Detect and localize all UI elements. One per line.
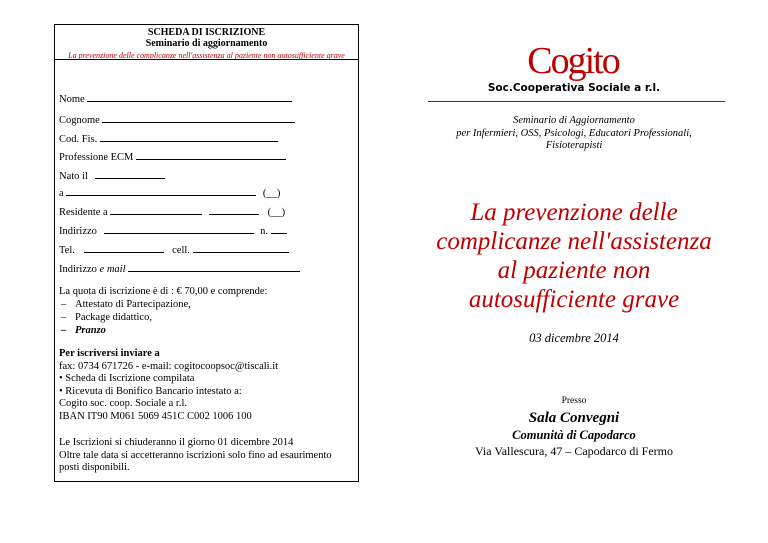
field-nato: [59, 169, 165, 182]
closing-line1: Le Iscrizioni si chiuderanno il giorno 01 dicembre 2014: [59, 437, 294, 448]
field-nato-line[interactable]: [95, 169, 165, 179]
field-tel-line[interactable]: [84, 243, 164, 253]
field-residente: [59, 205, 285, 218]
field-residente-line[interactable]: [110, 205, 202, 215]
field-cognome: [59, 113, 295, 126]
quota-section: [59, 285, 267, 337]
send-recipient: Cogito soc. coop. Sociale a r.l.: [59, 398, 188, 409]
field-nome: [59, 92, 292, 105]
title-line2: complicanze nell'assistenza: [436, 228, 712, 255]
venue-name: Sala Convegni: [528, 410, 620, 426]
seminar-description: [414, 115, 734, 153]
field-tel: [59, 243, 289, 256]
form-subtitle: Seminario di aggiornamento: [145, 38, 268, 49]
field-residente-label: Residente a: [59, 207, 108, 218]
closing-line2: Oltre tale data si accetteranno iscrizioni solo fino ad esaurimento posti disponibili.: [59, 449, 332, 473]
field-residente-line2[interactable]: [209, 205, 259, 215]
field-cell-line[interactable]: [193, 243, 289, 253]
venue-address: Via Vallescura, 47 – Capodarco di Fermo: [474, 444, 673, 458]
cogito-logo-text: Cogito: [527, 40, 619, 81]
field-numero-label: n.: [260, 226, 269, 237]
field-professione-line[interactable]: [136, 150, 286, 160]
brochure-panel: [414, 24, 734, 494]
registration-form: [54, 24, 359, 482]
form-title: SCHEDA DI ISCRIZIONE: [147, 27, 266, 38]
cogito-logo: [523, 37, 623, 81]
field-email-line[interactable]: [128, 262, 300, 272]
field-cognome-label: Cognome: [59, 115, 100, 126]
title-line4: autosufficiente grave: [468, 286, 680, 313]
quota-item-attestato: – Attestato di Partecipazione,: [59, 298, 267, 311]
organization-name: Soc.Cooperativa Sociale a r.l.: [487, 82, 661, 94]
quota-text: La quota di iscrizione è di : € 70,00 e comprende:: [59, 286, 268, 297]
field-codfis-label: Cod. Fis.: [59, 134, 98, 145]
presso-label: Presso: [561, 396, 587, 406]
divider: [428, 101, 725, 102]
field-indirizzo: [59, 224, 287, 237]
seminar-title: [414, 198, 734, 314]
seminar-line1: Seminario di Aggiornamento: [513, 115, 635, 126]
field-cognome-line[interactable]: [102, 113, 295, 123]
send-item-ricevuta: • Ricevuta di Bonifico Bancario intestato a:: [59, 385, 242, 397]
field-professione-label: Professione ECM: [59, 152, 134, 163]
field-luogo-prov: (__): [262, 188, 281, 199]
quota-item-pranzo: – Pranzo: [59, 324, 267, 337]
send-contact: fax: 0734 671726 - e-mail: cogitocoopsoc@tiscali.it: [59, 360, 279, 372]
title-line3: al paziente non: [497, 257, 651, 284]
send-title: Per iscriversi inviare a: [59, 348, 160, 359]
field-nato-label: Nato il: [59, 171, 88, 182]
form-header: [54, 24, 359, 60]
send-iban: IBAN IT90 M061 5069 451C C002 1006 100: [59, 410, 252, 422]
field-tel-label: Tel.: [59, 245, 75, 256]
closing-section: [59, 437, 354, 475]
field-cell-label: cell.: [172, 245, 190, 256]
seminar-line3: Fisioterapisti: [545, 140, 603, 151]
field-numero-line[interactable]: [271, 224, 287, 234]
field-luogo-label: a: [59, 188, 64, 199]
field-email: [59, 262, 300, 275]
field-indirizzo-line[interactable]: [104, 224, 254, 234]
field-luogo: [59, 186, 280, 199]
quota-item-package: – Package didattico,: [59, 311, 267, 324]
send-section: [59, 348, 278, 423]
field-luogo-line[interactable]: [66, 186, 256, 196]
form-topic: La prevenzione delle complicanze nell'assistenza al paziente non autosufficiente grave: [68, 51, 345, 60]
field-residente-prov: (__): [267, 207, 286, 218]
field-email-label: Indirizzo: [59, 264, 97, 275]
field-indirizzo-label: Indirizzo: [59, 226, 97, 237]
field-nome-label: Nome: [59, 94, 85, 105]
field-codfis: [59, 132, 278, 145]
seminar-line2: per Infermieri, OSS, Psicologi, Educatori Professionali,: [456, 127, 692, 139]
field-professione: [59, 150, 286, 163]
venue-organization: Comunità di Capodarco: [512, 428, 636, 442]
title-line1: La prevenzione delle: [470, 199, 678, 226]
field-email-label-italic: e mail: [99, 264, 126, 275]
field-codfis-line[interactable]: [100, 132, 278, 142]
event-date: 03 dicembre 2014: [529, 331, 619, 345]
send-item-scheda: • Scheda di Iscrizione compilata: [59, 373, 195, 384]
field-nome-line[interactable]: [87, 92, 292, 102]
